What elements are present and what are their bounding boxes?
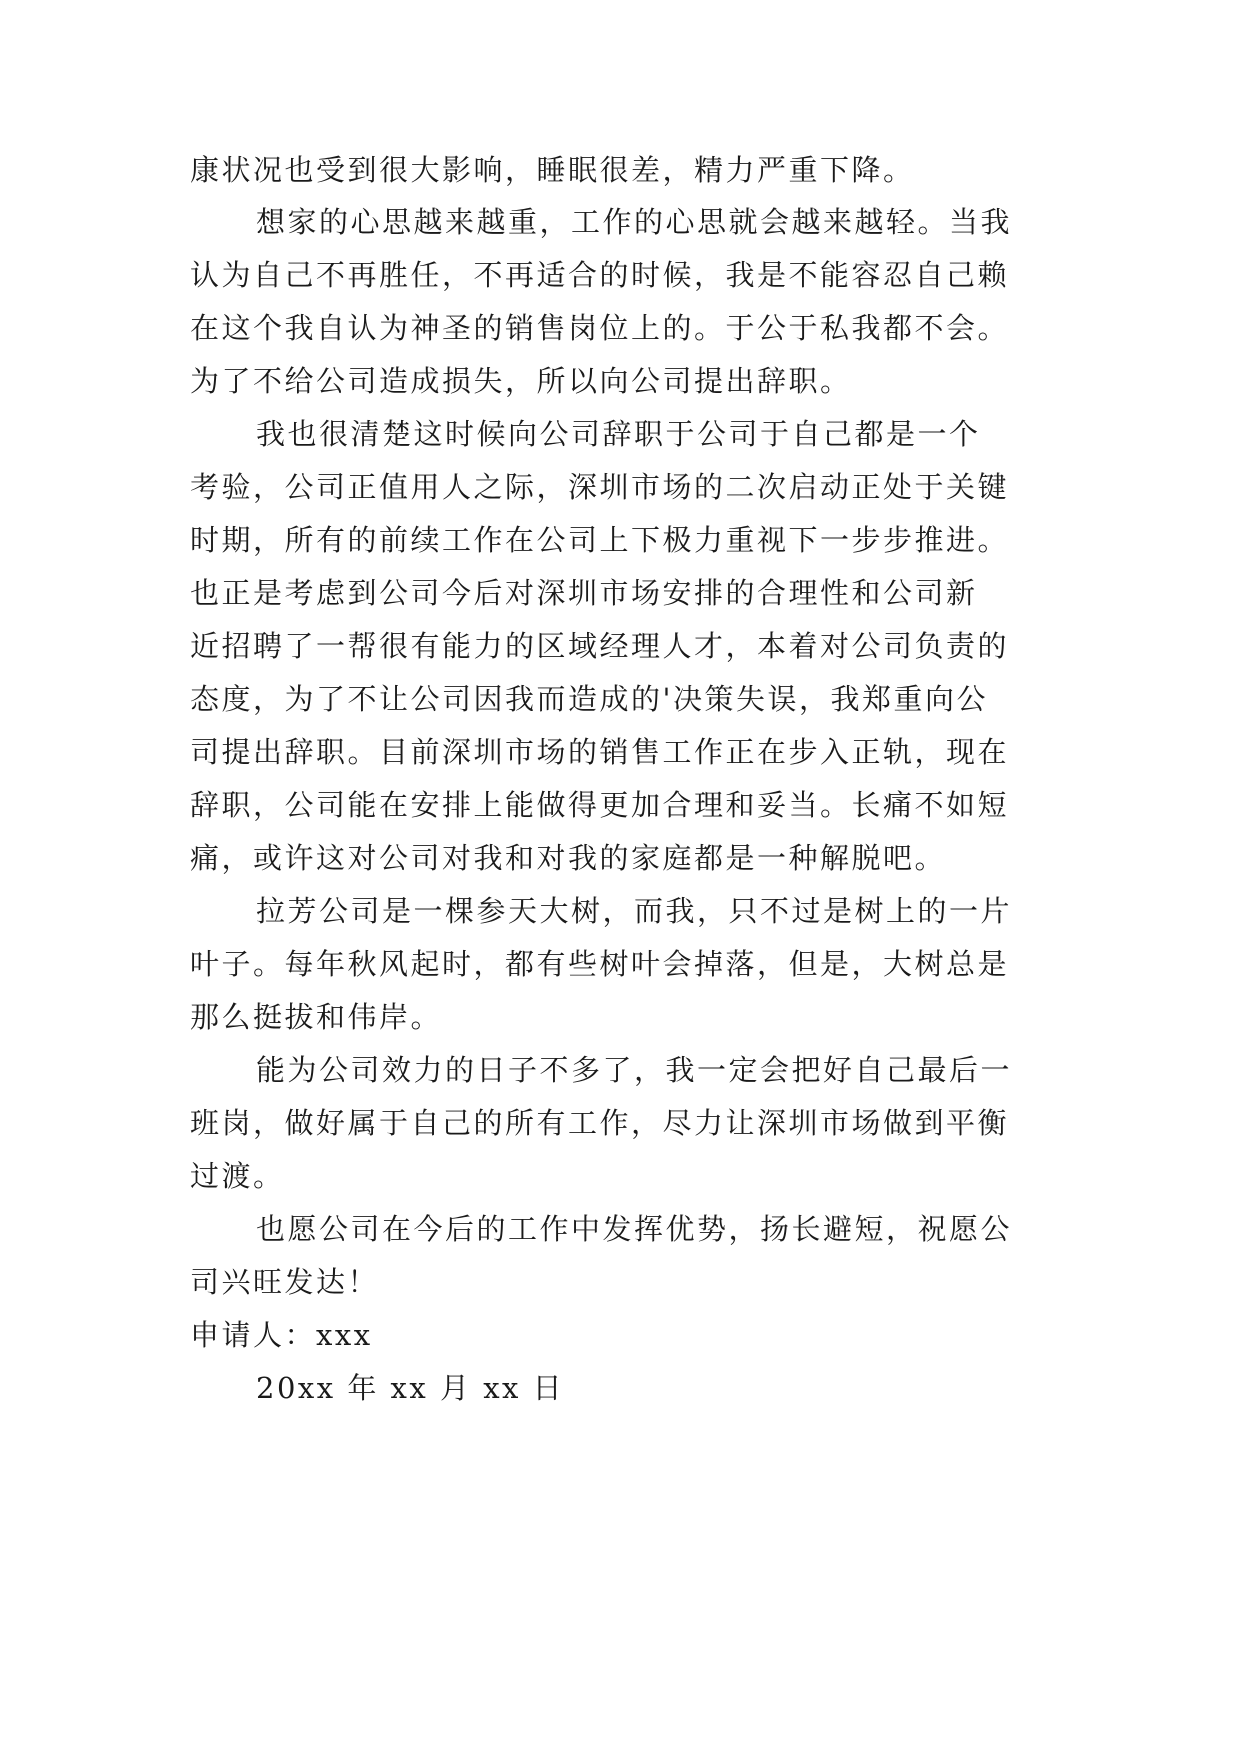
text-line: 能为公司效力的日子不多了，我一定会把好自己最后一: [256, 1053, 1013, 1087]
text-line: 拉芳公司是一棵参天大树，而我，只不过是树上的一片: [256, 894, 1013, 928]
text-line: 在这个我自认为神圣的销售岗位上的。于公于私我都不会。: [190, 311, 1010, 345]
text-line: 司兴旺发达！: [190, 1265, 380, 1299]
text-line: 态度，为了不让公司因我而造成的'决策失误，我郑重向公: [190, 682, 988, 716]
text-line: 考验，公司正值用人之际，深圳市场的二次启动正处于关键: [190, 470, 1010, 504]
text-line: 也正是考虑到公司今后对深圳市场安排的合理性和公司新: [190, 576, 978, 610]
applicant-line: 申请人：xxx: [190, 1318, 373, 1352]
text-line: 时期，所有的前续工作在公司上下极力重视下一步步推进。: [190, 523, 1010, 557]
text-line: 叶子。每年秋风起时，都有些树叶会掉落，但是，大树总是: [190, 947, 1010, 981]
text-line: 班岗，做好属于自己的所有工作，尽力让深圳市场做到平衡: [190, 1106, 1010, 1140]
text-line: 过渡。: [190, 1159, 285, 1193]
text-line: 那么挺拔和伟岸。: [190, 1000, 443, 1034]
text-line: 认为自己不再胜任，不再适合的时候，我是不能容忍自己赖: [190, 258, 1010, 292]
text-line: 我也很清楚这时候向公司辞职于公司于自己都是一个: [256, 417, 981, 451]
text-line: 为了不给公司造成损失，所以向公司提出辞职。: [190, 364, 852, 398]
text-line: 近招聘了一帮很有能力的区域经理人才，本着对公司负责的: [190, 629, 1010, 663]
text-line: 想家的心思越来越重，工作的心思就会越来越轻。当我: [256, 205, 1013, 239]
text-line: 司提出辞职。目前深圳市场的销售工作正在步入正轨，现在: [190, 735, 1010, 769]
text-line: 辞职，公司能在安排上能做得更加合理和妥当。长痛不如短: [190, 788, 1010, 822]
date-line: 20xx 年 xx 月 xx 日: [256, 1371, 565, 1405]
text-line: 康状况也受到很大影响，睡眠很差，精力严重下降。: [190, 153, 915, 187]
text-line: 也愿公司在今后的工作中发挥优势，扬长避短，祝愿公: [256, 1212, 1013, 1246]
text-line: 痛，或许这对公司对我和对我的家庭都是一种解脱吧。: [190, 841, 947, 875]
